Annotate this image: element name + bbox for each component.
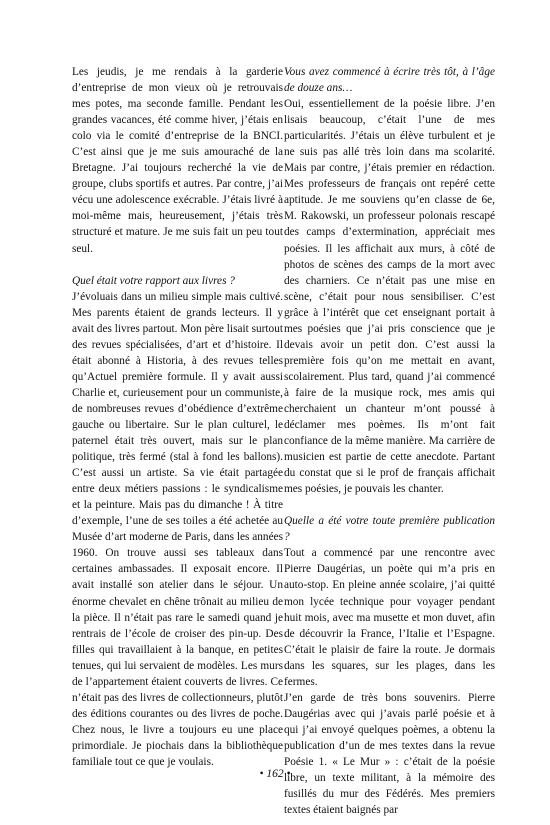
page-number: • 162 • — [259, 768, 291, 780]
interview-question: Vous avez commencé à écrire très tôt, à l’âge de douze ans… — [284, 66, 495, 95]
interview-question: Quelle a été votre toute première publication ? — [284, 515, 495, 544]
paragraph: Tout a commencé par une rencontre avec Pierre Daugérias, un poète qui m’a pris en auto-stop. En pleine année scolaire, j’ai quitté mon lycée technique pour voyager pendant huit mois, avec ma musette et mon duvet, afin de découvrir la France, l’Italie et l’Espagne. C’était le plaisir de faire la route. Je dormais dans les squares, sur les plages, dans les fermes. — [284, 547, 495, 688]
paragraph: J’évoluais dans un milieu simple mais cultivé. Mes parents étaient de grands lecteurs. Il y avait des livres partout. Mon père lisait surtout des revues spécialisées, d’art et d’histoire. Il était abonné à Historia, à des revues telles qu’Actuel première formule. Il y avait aussi Charlie et, curieusement pour un communiste, de nombreuses revues d’obédience d’extrême gauche ou libertaire. Sur le plan culturel, le paternel était très ouvert, mais sur le plan politique, très fermé (stal à fond les ballons). C’est aussi un artiste. Sa vie était partagée entre deux métiers passions : le syndicalisme et la peinture. Mais pas du dimanche ! À titre d’exemple, l’une de ses toiles a été achetée au Musée d’art moderne de Paris, dans les années 1960. On trouve aussi ses tableaux dans certaines ambassades. Il exposait encore. Il avait installé son atelier dans le séjour. Un énorme chevalet en chêne trônait au milieu de la pièce. Il n’était pas rare le samedi quand je rentrais de l’école de croiser des pin-up. Des filles qui travaillaient à la banque, en petites tenues, qui lui servaient de modèles. Les murs de l’appartement étaient couverts de livres. Ce n’était pas des livres de collectionneurs, plutôt des éditions courantes ou des livres de poche. Chez nous, le livre a toujours eu une place primordiale. Je piochais dans la bibliothèque familiale tout ce que je voulais. — [72, 290, 283, 768]
left-column — [72, 64, 283, 770]
interview-question: Quel était votre rapport aux livres ? — [72, 274, 235, 287]
right-column — [284, 64, 495, 818]
paragraph: Les jeudis, je me rendais à la garderie d’entreprise de mon vieux où je retrouvais mes potes, ma seconde famille. Pendant les grandes vacances, été comme hiver, j’étais en colo via le comité d’entreprise de la BNCI. C’est ainsi que je me suis amouraché de la Bretagne. J’ai toujours recherché la vie de groupe, clubs sportifs et autres. Par contre, j’ai vécu une adolescence exécrable. J’étais livré à moi-même mais, heureusement, j’étais très structuré et mature. Je me suis fait un peu tout seul. — [72, 66, 283, 255]
paragraph: J’en garde de très bons souvenirs. Pierre Daugérias avec qui j’avais parlé poésie et à qui j’ai envoyé quelques poèmes, a obtenu la publication d’un de mes textes dans la revue Poésie 1. « Le Mur » : c’était de la poésie libre, un texte militant, à la mémoire des fusillés du mur des Fédérés. Mes premiers textes étaient baignés par — [284, 691, 495, 817]
paragraph: Oui, essentiellement de la poésie libre. J’en lisais beaucoup, c’était l’une de mes particularités. J’étais un élève turbulent et je ne suis pas allé très loin dans ma scolarité. Mais par contre, j’étais premier en rédaction. Mes professeurs de français ont repéré cette aptitude. Je me souviens qu’en classe de 6e, M. Rakowski, un professeur polonais rescapé des camps d’extermination, appréciait mes poésies. Il les affichait aux murs, à côté de photos de scènes des camps de la mort avec des charniers. Ce n’était pas une mise en scène, c’était pour nous sensibiliser. C’est grâce à l’intérêt que cet enseignant portait à mes poésies que j’ai pris conscience que je devais avoir un petit don. C’est aussi la première fois qu’on me mettait en avant, scolairement. Plus tard, quand j’ai commencé à faire de la musique rock, mes amis qui cherchaient un chanteur m’ont poussé à déclamer mes poèmes. Ils m’ont fait confiance de la même manière. Ma carrière de musicien est partie de cette anecdote. Partant du constat que si le prof de français affichait mes poésies, je pouvais les chanter. — [284, 98, 495, 496]
